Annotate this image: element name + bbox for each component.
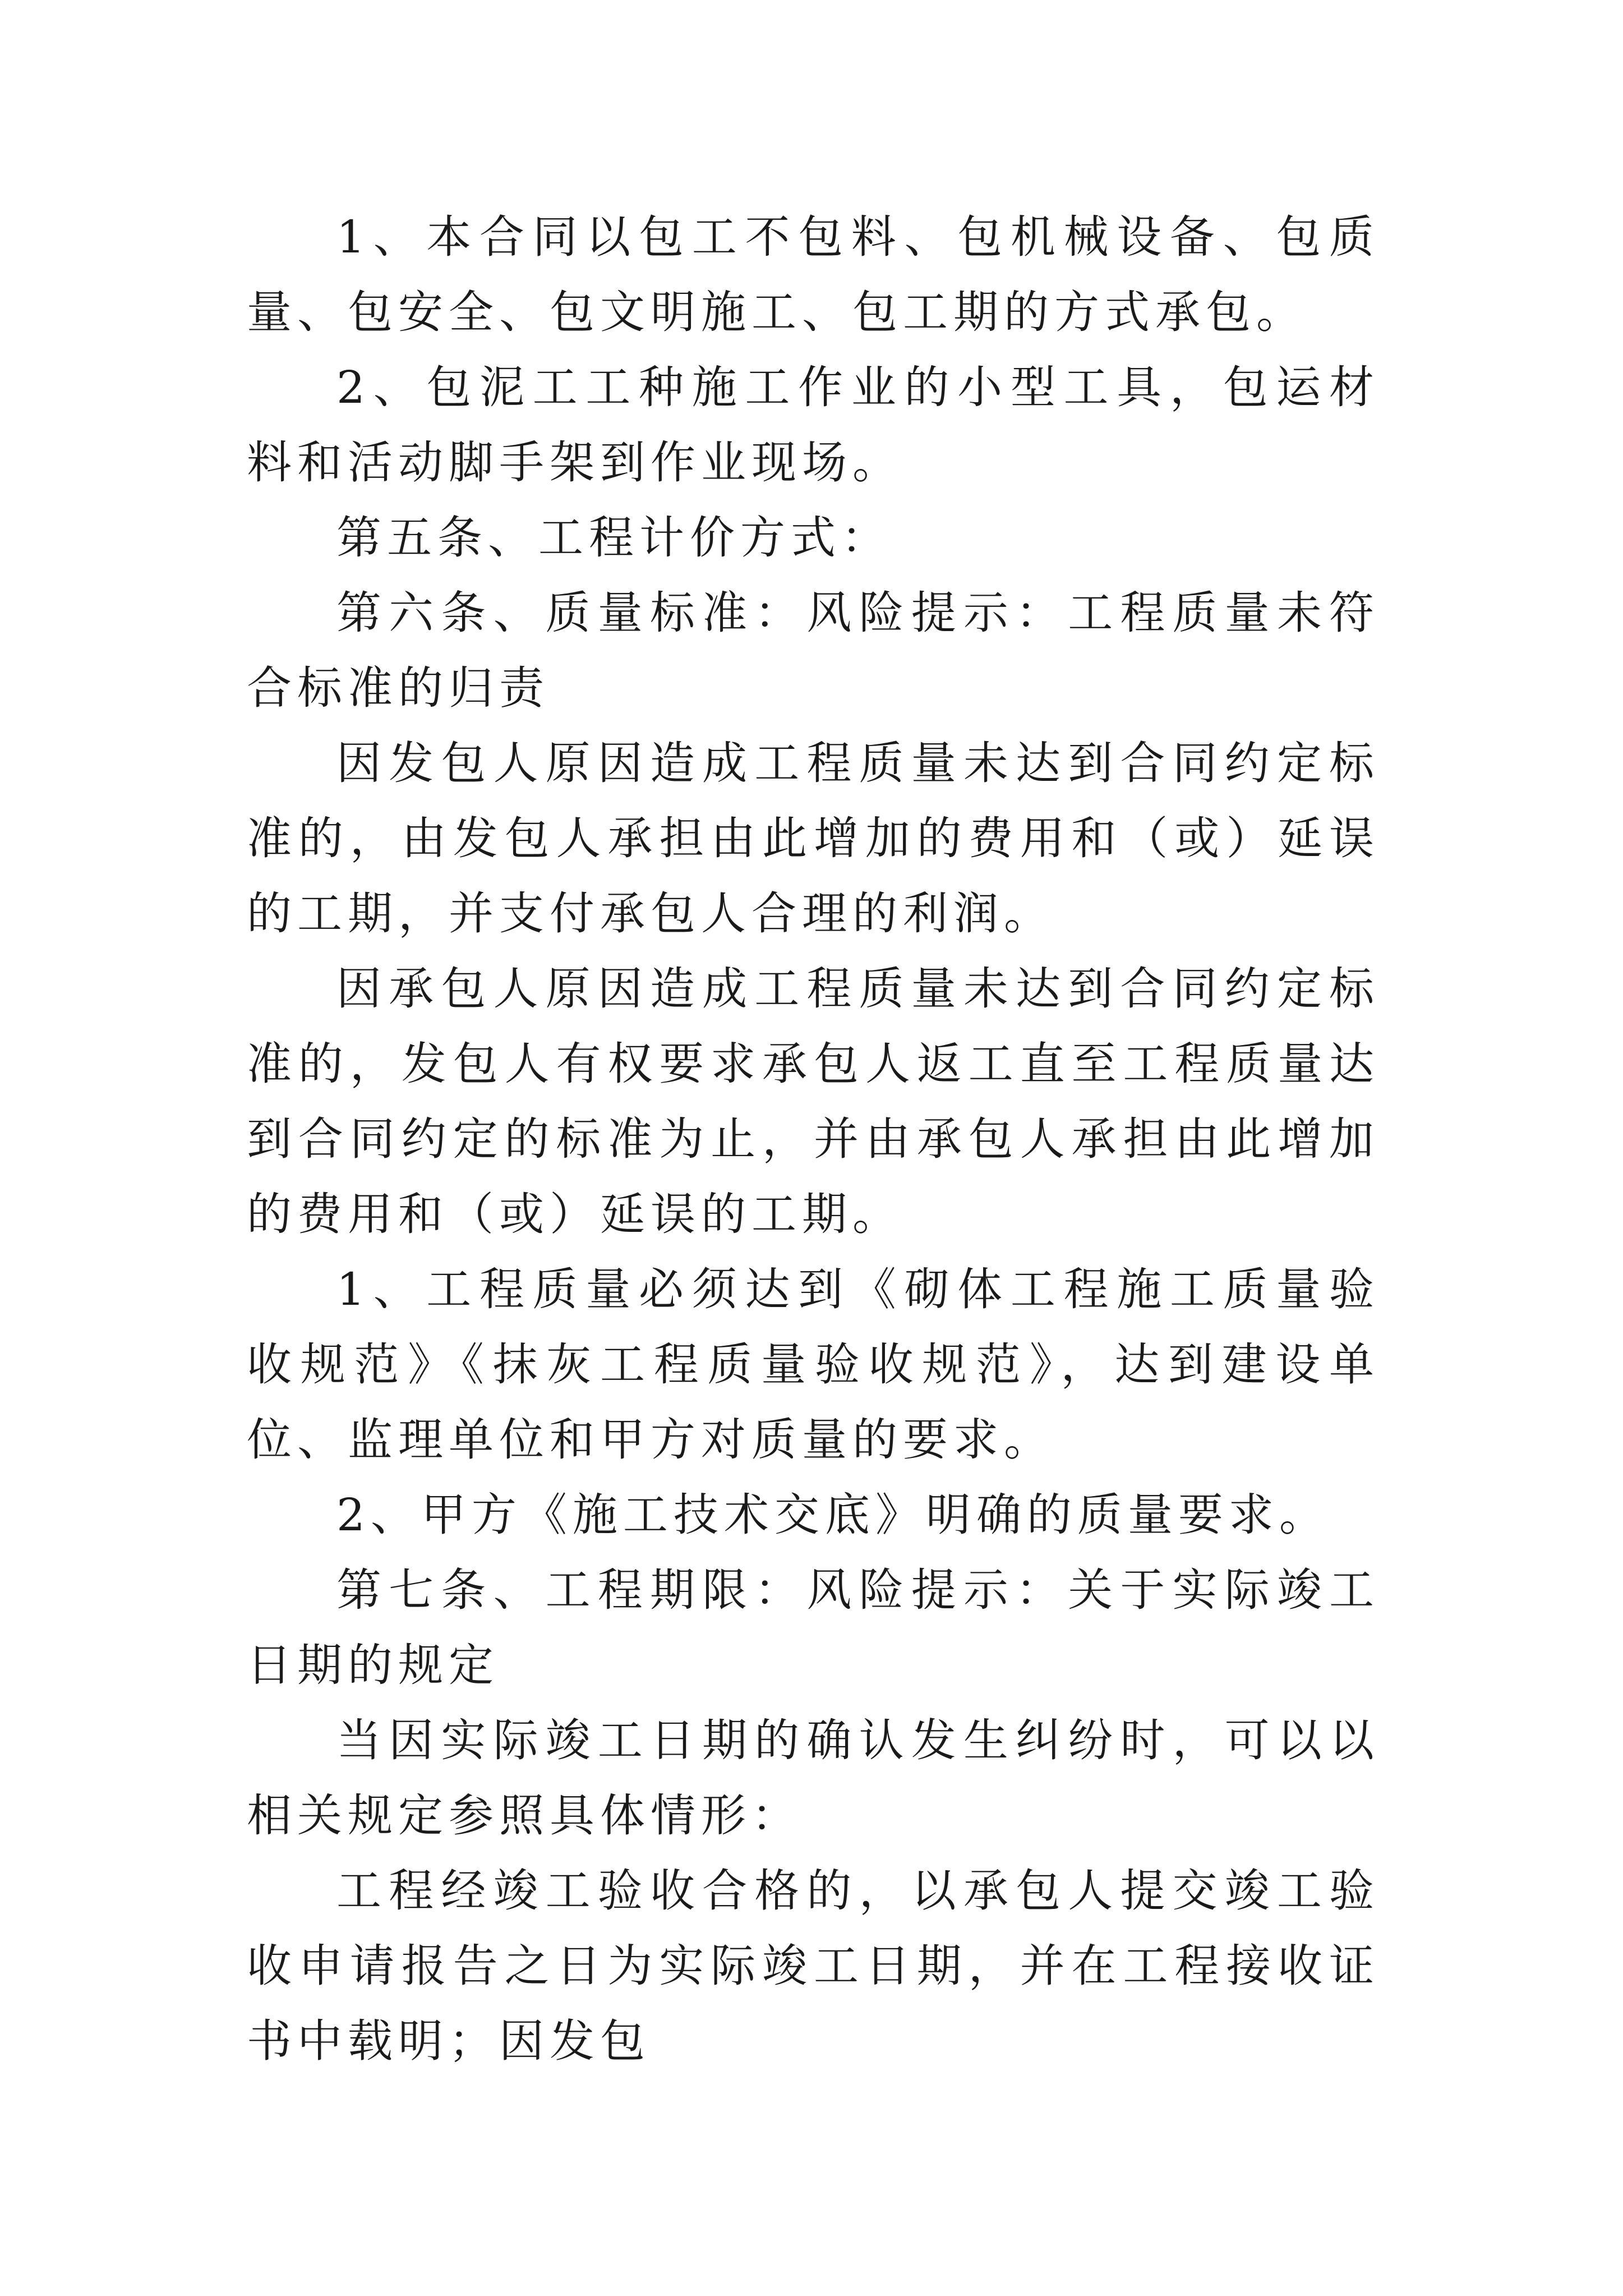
paragraph-quality-standards: 1、工程质量必须达到《砌体工程施工质量验收规范》《抹灰工程质量验收规范》，达到建设单位、监理单位和甲方对质量的要求。 xyxy=(247,1263,1380,1466)
paragraph-completion-dispute: 当因实际竣工日期的确认发生纠纷时，可以以相关规定参照具体情形： xyxy=(247,1714,1380,1842)
paragraph-contract-scope: 1、本合同以包工不包料、包机械设备、包质量、包安全、包文明施工、包工期的方式承包。 xyxy=(247,211,1380,338)
paragraph-article-6-heading: 第六条、质量标准：风险提示：工程质量未符合标准的归责 xyxy=(247,587,1380,714)
paragraph-tools-and-transport: 2、包泥工工种施工作业的小型工具，包运材料和活动脚手架到作业现场。 xyxy=(247,361,1380,489)
paragraph-technical-briefing: 2、甲方《施工技术交底》明确的质量要求。 xyxy=(336,1489,1330,1541)
paragraph-article-5-heading: 第五条、工程计价方式： xyxy=(336,512,892,564)
paragraph-article-7-heading: 第七条、工程期限：风险提示：关于实际竣工日期的规定 xyxy=(247,1564,1380,1691)
document-body xyxy=(247,200,1380,2079)
paragraph-completion-date: 工程经竣工验收合格的，以承包人提交竣工验收申请报告之日为实际竣工日期，并在工程接收证书中载明；因发包 xyxy=(247,1865,1380,2067)
paragraph-contractor-fault: 因承包人原因造成工程质量未达到合同约定标准的，发包人有权要求承包人返工直至工程质量达到合同约定的标准为止，并由承包人承担由此增加的费用和（或）延误的工期。 xyxy=(247,963,1380,1240)
paragraph-employer-fault: 因发包人原因造成工程质量未达到合同约定标准的，由发包人承担由此增加的费用和（或）延误的工期，并支付承包人合理的利润。 xyxy=(247,737,1380,940)
